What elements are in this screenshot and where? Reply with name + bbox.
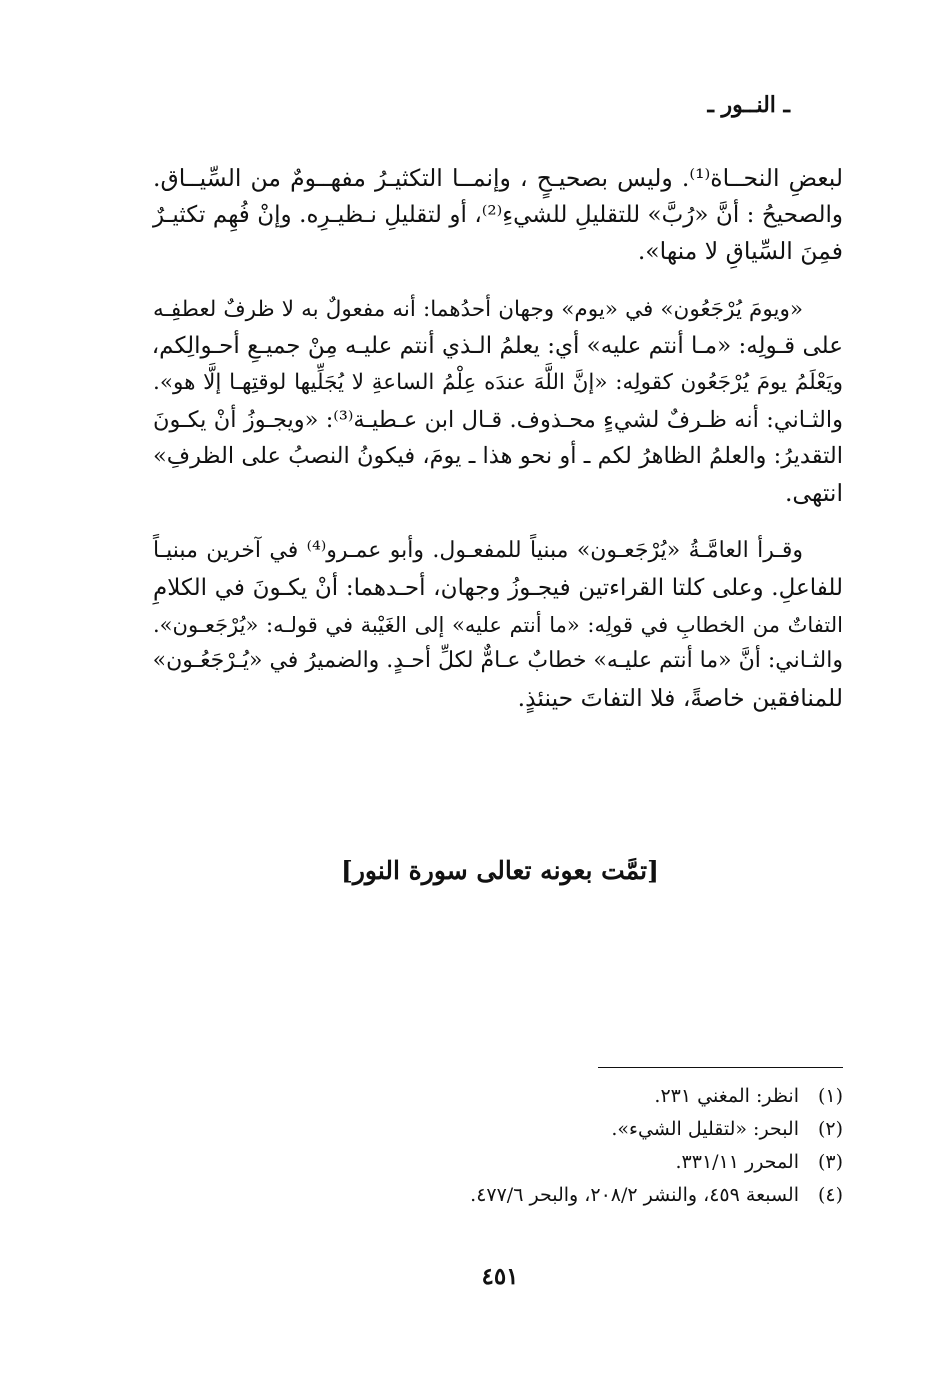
- text-line: فمِنَ السِّياقِ لا منها».: [637, 237, 843, 266]
- text-line: على قـولِه: «مـا أنتم عليه» أي: يعلمُ الـذي أنتم عليـه مِنْ جميـعِ أحـوالِكم،: [151, 333, 843, 360]
- footnote: [153, 1146, 843, 1179]
- text-line: والصحيحُ : أنَّ «رُبَّ» للتقليلِ للشيءِ⁽²⁾، أو لتقليلِ نـظيـرِه. وإنْ فُهِم تكثيـرٌ: [153, 201, 843, 228]
- footnote-marker: (٢): [817, 1118, 843, 1140]
- paragraph-2: [153, 292, 843, 512]
- text-line: والثـاني: أنه ظـرفٌ لشيءٍ محـذوف. قـال ابن عـطيـة⁽³⁾: «ويجـوزُ أنْ يكـونَ: [153, 406, 844, 433]
- text-line: والثـاني: أنَّ «ما أنتم عليـه» خطابٌ عـامٌّ لكلِّ أحـدٍ. والضميرُ في «يُـرْجَعُـون»: [152, 648, 843, 674]
- text-line: «ويومَ يُرْجَعُون» في «يوم» وجهان أحدُهما: أنه مفعولٌ به لا ظرفٌ لعطفِـه: [153, 296, 803, 322]
- text-line: التقديرُ: والعلمُ الظاهرُ لكم ـ أو نحو هذا ـ يومَ، فيكونُ النصبُ على الظرفِ»: [153, 443, 843, 470]
- footnote: [153, 1179, 843, 1212]
- text-line: وقـرأ العامَّـةُ «يُرْجَعـون» مبنياً للمفعـول. وأبو عمـرو⁽⁴⁾ في آخرين مبنيـاً: [153, 538, 803, 564]
- paragraph-gap: [153, 511, 843, 533]
- footnote-marker: (٤): [817, 1184, 843, 1206]
- paragraph-gap: [153, 270, 843, 292]
- text-line: ويَعْلَمُ يومَ يُرْجَعُون كقولِه: «إنَّ اللَّهَ عندَه عِلْمُ الساعةِ لا يُجَلِّيها لوقتِهـا إلَّا هو».: [153, 369, 843, 395]
- footnote-text: البحر: «لتقليل الشيء».: [611, 1118, 799, 1140]
- paragraph-1: [153, 160, 843, 270]
- text-line: انتهى.: [784, 478, 843, 507]
- footnote-text: المحرر ٣٣١/١١.: [675, 1151, 799, 1173]
- text-line: لبعضِ النحــاة⁽¹⁾. وليس بصحيـحٍ ، وإنمــا التكثيـرُ مفهــومٌ من السِّيــاق.: [153, 164, 843, 192]
- text-line: للمنافقين خاصةً، فلا التفاتَ حينئذٍ.: [517, 683, 843, 712]
- footnote: [153, 1080, 843, 1113]
- paragraph-3: [153, 533, 843, 716]
- main-text: [153, 160, 843, 716]
- closing-line: [تمَّت بعونه تعالى سورة النور]: [341, 856, 659, 885]
- footnote-separator: [598, 1067, 843, 1068]
- page-number: ٤٥١: [481, 1263, 519, 1290]
- footnote-text: السبعة ٤٥٩، والنشر ٢٠٨/٢، والبحر ٤٧٧/٦.: [470, 1184, 799, 1206]
- footnote: [153, 1113, 843, 1146]
- footnote-text: انظر: المغني ٢٣١.: [654, 1085, 799, 1107]
- text-line: التفاتٌ من الخطابِ في قولِه: «ما أنتم عليه» إلى الغَيْبة في قولـه: «يُرْجَعـون».: [153, 612, 843, 637]
- footnote-marker: (١): [817, 1085, 843, 1107]
- footnotes: [153, 1080, 843, 1212]
- text-line: للفاعلِ. وعلى كلتا القراءتين فيجـوزُ وجهان، أحـدهما: أنْ يكـونَ في الكلامِ: [153, 574, 843, 601]
- footnote-marker: (٣): [817, 1151, 843, 1173]
- running-header: ـ النــور ـ: [707, 92, 790, 118]
